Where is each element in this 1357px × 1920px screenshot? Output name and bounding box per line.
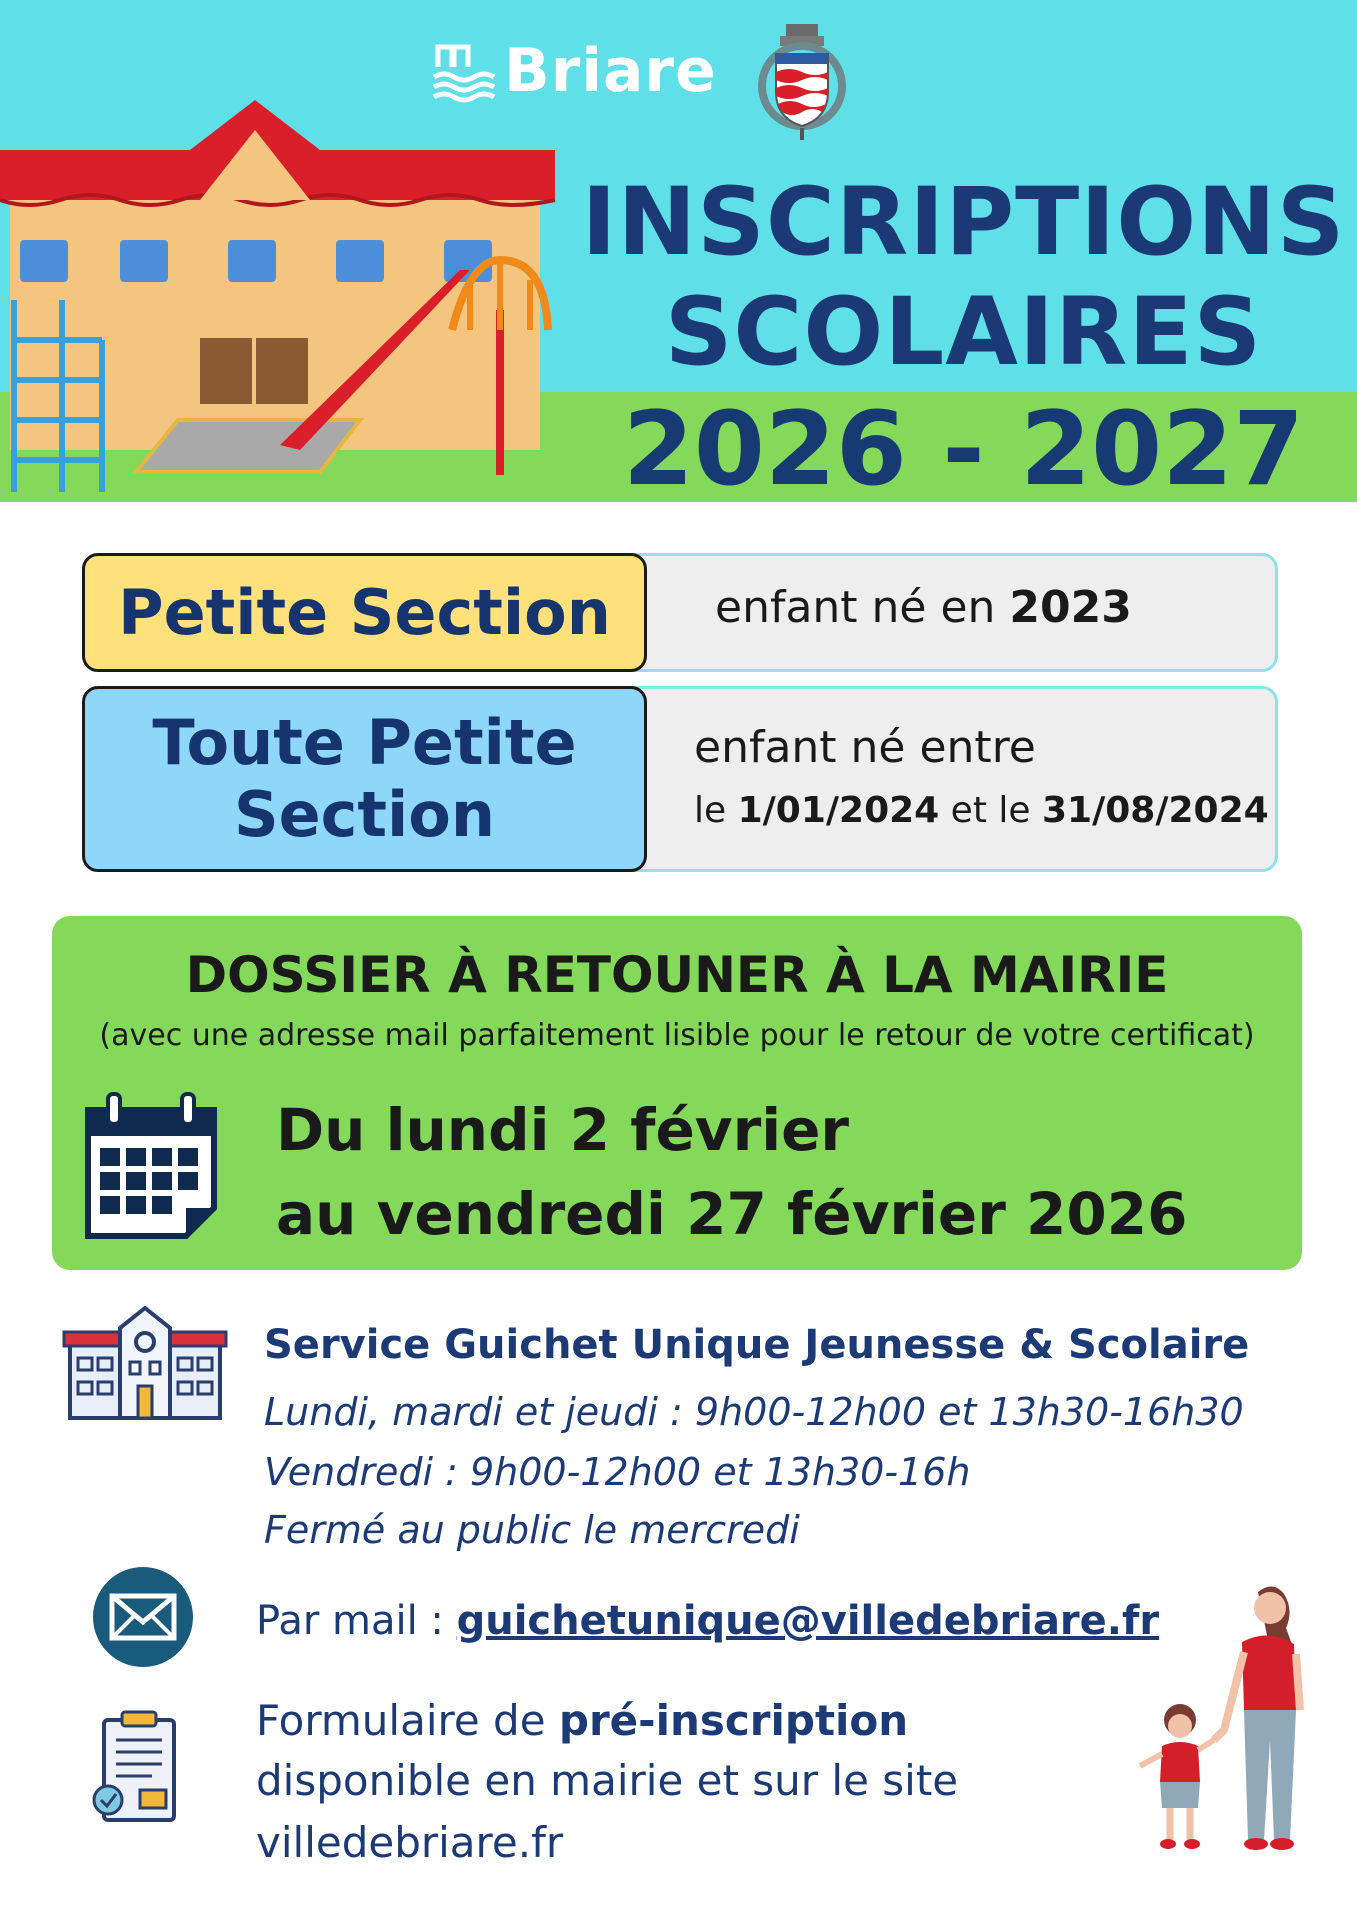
petite-section-desc-prefix: enfant né en: [715, 582, 1010, 633]
title-inscriptions: INSCRIPTIONS: [581, 168, 1346, 277]
briare-logo-mark-icon: [432, 39, 496, 103]
logo-text: Briare: [504, 36, 717, 106]
mother-child-illustration: [1118, 1570, 1318, 1860]
service-name: Service Guichet Unique Jeunesse & Scolaire: [264, 1322, 1250, 1368]
toute-petite-section-label-line-1: Toute Petite: [152, 706, 577, 779]
dossier-note: (avec une adresse mail parfaitement lisible pour le retour de votre certificat): [99, 1018, 1255, 1053]
toute-petite-section-desc-line-1: enfant né entre: [694, 722, 1036, 773]
toute-petite-section-desc-line-2: [694, 790, 1269, 831]
service-hours-friday: Vendredi : 9h00-12h00 et 13h30-16h: [264, 1450, 971, 1494]
toute-petite-section-info-box: [608, 686, 1278, 872]
tps-date-start: 1/01/2024: [737, 790, 940, 831]
title-school-year: 2026 - 2027: [622, 390, 1305, 502]
form-line-2: disponible en mairie et sur le site: [256, 1756, 959, 1805]
petite-section-label-box: [82, 553, 647, 672]
envelope-icon: [92, 1566, 194, 1668]
petite-section-description: [715, 582, 1132, 633]
form-prefix: Formulaire de: [256, 1696, 559, 1745]
form-website[interactable]: villedebriare.fr: [256, 1818, 564, 1867]
title-scolaires: SCOLAIRES: [664, 278, 1263, 387]
form-pre-inscription: pré-inscription: [558, 1696, 909, 1745]
mail-contact: [256, 1598, 1159, 1644]
mail-prefix: Par mail :: [256, 1598, 457, 1644]
tps-desc-le: le: [694, 790, 738, 831]
petite-section-year: 2023: [1009, 582, 1132, 633]
clipboard-form-icon: [92, 1708, 186, 1824]
school-playground-illustration: [0, 90, 570, 502]
briare-logo: [432, 36, 717, 106]
header-banner: [0, 0, 1357, 502]
dossier-date-start: Du lundi 2 février: [276, 1096, 850, 1164]
city-crest-icon: [756, 20, 848, 142]
tps-date-end: 31/08/2024: [1041, 790, 1269, 831]
tps-desc-et-le: et le: [939, 790, 1042, 831]
town-hall-icon: [62, 1306, 228, 1420]
toute-petite-section-label-line-2: Section: [233, 778, 496, 851]
calendar-icon: [82, 1090, 220, 1242]
dossier-title: DOSSIER À RETOUNER À LA MAIRIE: [185, 946, 1169, 1004]
service-hours-mon-tue-thu: Lundi, mardi et jeudi : 9h00-12h00 et 13h30-16h30: [264, 1390, 1244, 1434]
toute-petite-section-label-box: [82, 686, 647, 872]
petite-section-label: Petite Section: [118, 576, 611, 649]
dossier-date-end: au vendredi 27 février 2026: [276, 1180, 1188, 1248]
service-closed-wednesday: Fermé au public le mercredi: [264, 1508, 800, 1552]
form-line-1: [256, 1696, 908, 1745]
mail-address-link[interactable]: guichetunique@villedebriare.fr: [456, 1598, 1160, 1644]
